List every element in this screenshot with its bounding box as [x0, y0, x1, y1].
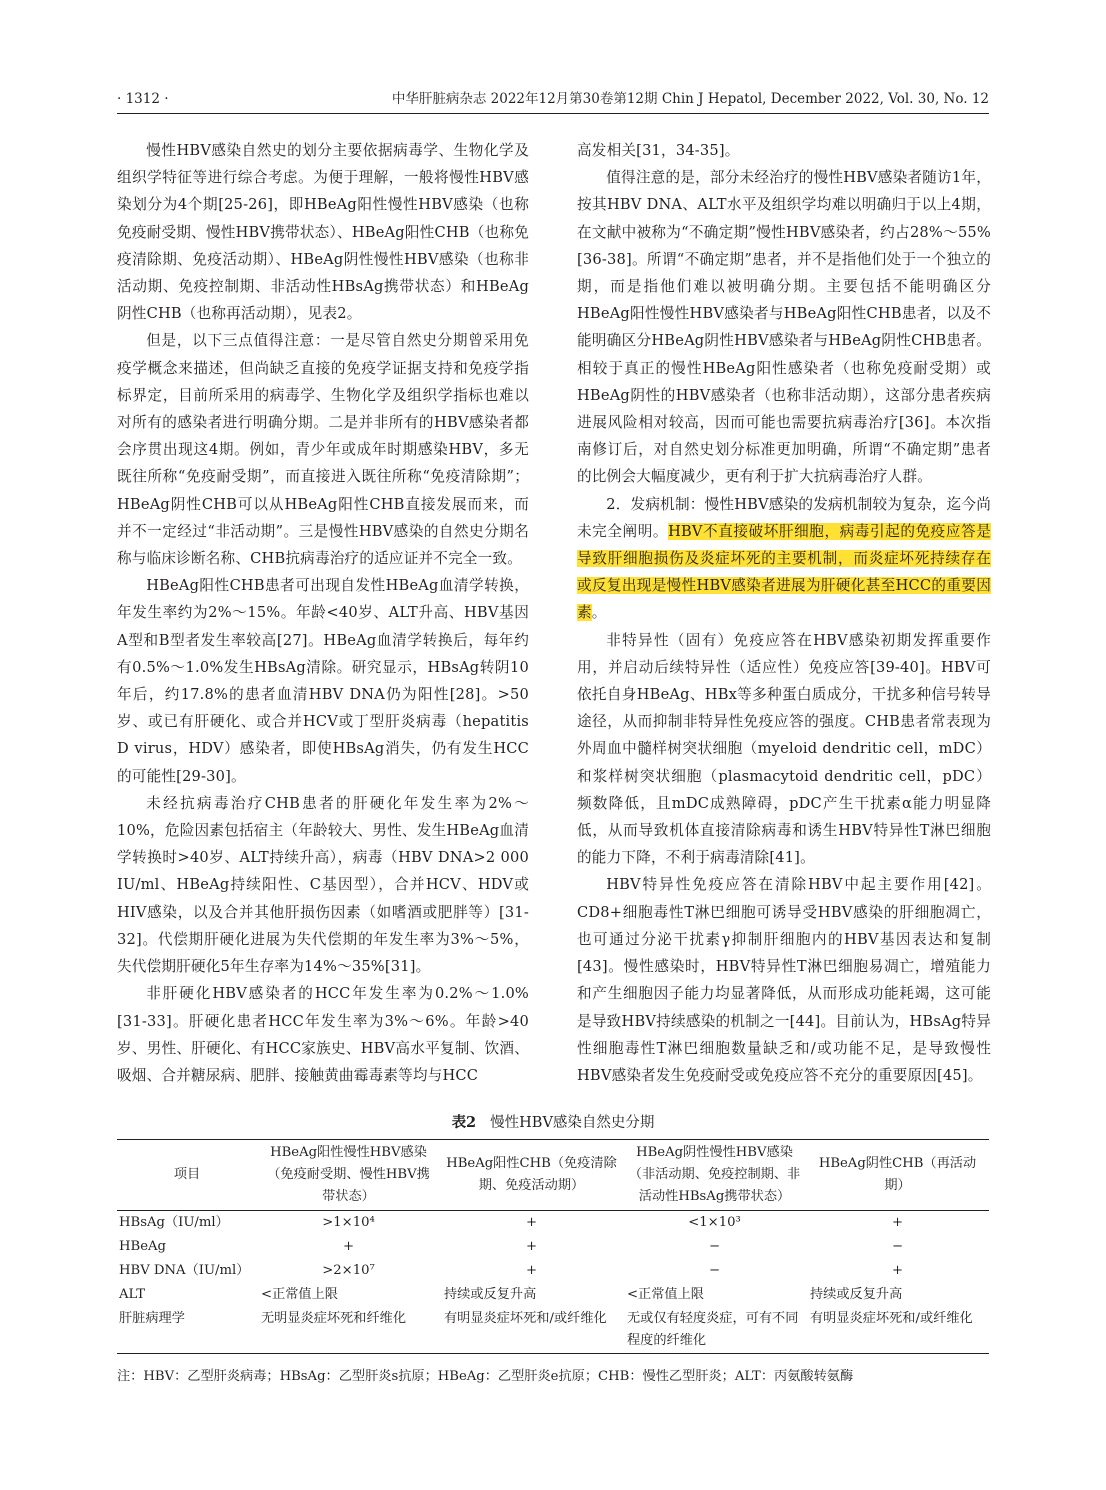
- paragraph: HBeAg阳性CHB患者可出现自发性HBeAg血清学转换，年发生率约为2%～15%。年龄<40岁、ALT升高、HBV基因A型和B型者发生率较高[27]。HBeAg血清学转换后，每年约有0.5%～1.0%发生HBsAg清除。研究显示，HBsAg转阴10年后，约17.8%的患者血清HBV DNA仍为阳性[28]。>50岁、或已有肝硬化、或合并HCV或丁型肝炎病毒（hepatitis D virus，HDV）感染者，即使HBsAg消失，仍有发生HCC的可能性[29-30]。: [117, 577, 529, 785]
- paragraph-pathogenesis: [577, 491, 991, 627]
- table-cell: +: [891, 1263, 904, 1278]
- paragraph-text: 2．发病机制：慢性HBV感染的发病机制较为复杂，迄今尚未完全阐明。: [577, 495, 991, 540]
- table-cell: 无明显炎症坏死和纤维化: [261, 1311, 407, 1326]
- table-cell: ALT: [119, 1287, 146, 1302]
- table-cell: −: [891, 1239, 904, 1254]
- table-note: 注：HBV：乙型肝炎病毒；HBsAg：乙型肝炎s抗原；HBeAg：乙型肝炎e抗原；CHB：慢性乙型肝炎；ALT：丙氨酸转氨酶: [117, 1369, 854, 1384]
- paragraph: 非特异性（固有）免疫应答在HBV感染初期发挥重要作用，并启动后续特异性（适应性）免疫应答[39-40]。HBV可依托自身HBeAg、HBx等多种蛋白质成分，干扰多种信号转导途径，从而抑制非特异性免疫应答的强度。CHB患者常表现为外周血中髓样树突状细胞（myeloid dendritic cell，mDC）和浆样树突状细胞（plasmacytoid dendritic cell，pDC）频数降低，且mDC成熟障碍，pDC产生干扰素α能力明显降低，从而导致机体直接清除病毒和诱生HBV特异性T淋巴细胞的能力下降，不利于病毒清除[41]。: [577, 631, 991, 867]
- table-cell: >2×10⁷: [322, 1263, 375, 1278]
- table-row: [117, 1211, 989, 1236]
- table-row: [117, 1259, 989, 1283]
- table-cell: +: [525, 1263, 538, 1278]
- table-cell: HBV DNA（IU/ml）: [119, 1263, 250, 1278]
- paragraph: 非肝硬化HBV感染者的HCC年发生率为0.2%～1.0%[31-33]。肝硬化患者HCC年发生率为3%～6%。年龄>40岁、男性、肝硬化、有HCC家族史、HBV高水平复制、饮酒、吸烟、合并糖尿病、肥胖、接触黄曲霉毒素等均与HCC: [117, 985, 529, 1084]
- header-rule: [117, 113, 989, 114]
- table-cell: <正常值上限: [261, 1287, 338, 1302]
- table-row: [117, 1283, 989, 1307]
- table-header-cell: 项目: [173, 1167, 201, 1182]
- table-header-cell: HBeAg阳性CHB（免疫清除期、免疫活动期）: [446, 1156, 617, 1193]
- page-number: · 1312 ·: [117, 91, 169, 107]
- journal-citation: 中华肝脏病杂志 2022年12月第30卷第12期 Chin J Hepatol, December 2022, Vol. 30, No. 12: [391, 91, 989, 107]
- highlighted-text: HBV不直接破坏肝细胞，病毒引起的免疫应答是导致肝细胞损伤及炎症坏死的主要机制，而炎症坏死持续存在或反复出现是慢性HBV感染者进展为肝硬化甚至HCC的重要因素: [577, 522, 991, 622]
- paragraph: HBV特异性免疫应答在清除HBV中起主要作用[42]。CD8+细胞毒性T淋巴细胞可诱导受HBV感染的肝细胞凋亡，也可通过分泌干扰素γ抑制肝细胞内的HBV基因表达和复制[43]。慢性感染时，HBV特异性T淋巴细胞易凋亡，增殖能力和产生细胞因子能力均显著降低，从而形成功能耗竭，这可能是导致HBV持续感染的机制之一[44]。目前认为，HBsAg特异性细胞毒性T淋巴细胞数量缺乏和/或功能不足，是导致慢性HBV感染者发生免疫耐受或免疫应答不充分的重要原因[45]。: [577, 876, 991, 1084]
- table-cell: +: [342, 1239, 355, 1254]
- table-cell: 无或仅有轻度炎症，可有不同程度的纤维化: [627, 1311, 799, 1348]
- table-cell: 持续或反复升高: [444, 1287, 537, 1302]
- table-cell: −: [708, 1263, 721, 1278]
- table-cell: −: [708, 1239, 721, 1254]
- table-row: [117, 1235, 989, 1259]
- table-cell: HBeAg: [119, 1239, 166, 1254]
- paragraph: 值得注意的是，部分未经治疗的慢性HBV感染者随访1年，按其HBV DNA、ALT水平及组织学均难以明确归于以上4期，在文献中被称为“不确定期”慢性HBV感染者，约占28%～55%[36-38]。所谓“不确定期”患者，并不是指他们处于一个独立的期，而是指他们难以被明确分期。主要包括不能明确区分HBeAg阳性慢性HBV感染者与HBeAg阳性CHB患者，以及不能明确区分HBeAg阴性HBV感染者与HBeAg阴性CHB患者。相较于真正的慢性HBeAg阳性感染者（也称免疫耐受期）或HBeAg阴性的HBV感染者（也称非活动期），这部分患者疾病进展风险相对较高，因而可能也需要抗病毒治疗[36]。本次指南修订后，对自然史划分标准更加明确，所谓“不确定期”患者的比例会大幅度减少，更有利于扩大抗病毒治疗人群。: [577, 169, 991, 486]
- table-cell: 肝脏病理学: [119, 1311, 185, 1326]
- table-cell: HBsAg（IU/ml）: [119, 1215, 229, 1230]
- left-column: [117, 137, 529, 1089]
- table-header-row: [117, 1140, 989, 1211]
- table-title: 慢性HBV感染自然史分期: [490, 1115, 655, 1131]
- table-cell: +: [891, 1215, 904, 1230]
- paragraph: 未经抗病毒治疗CHB患者的肝硬化年发生率为2%～10%，危险因素包括宿主（年龄较大、男性、发生HBeAg血清学转换时>40岁、ALT持续升高），病毒（HBV DNA>2 000 IU/ml、HBeAg持续阳性、C基因型），合并HCV、HDV或HIV感染，以及合并其他肝损伤因素（如嗜酒或肥胖等）[31-32]。代偿期肝硬化进展为失代偿期的年发生率为3%～5%，失代偿期肝硬化5年生存率为14%～35%[31]。: [117, 794, 529, 976]
- table-row: [117, 1307, 989, 1354]
- table-cell: <正常值上限: [627, 1287, 704, 1302]
- paragraph-text: 。: [591, 604, 607, 622]
- table-cell: +: [525, 1215, 538, 1230]
- page-header: [117, 86, 989, 112]
- table-cell: 有明显炎症坏死和/或纤维化: [810, 1311, 973, 1326]
- table-cell: +: [525, 1239, 538, 1254]
- table-cell: >1×10⁴: [322, 1215, 375, 1230]
- table-cell: 有明显炎症坏死和/或纤维化: [444, 1311, 607, 1326]
- table-label: 表2: [451, 1114, 477, 1131]
- paragraph: 但是，以下三点值得注意：一是尽管自然史分期曾采用免疫学概念来描述，但尚缺乏直接的免疫学证据支持和免疫学指标界定，目前所采用的病毒学、生物化学及组织学指标也难以对所有的感染者进行明确分期。二是并非所有的HBV感染者都会序贯出现这4期。例如，青少年或成年时期感染HBV，多无既往所称“免疫耐受期”，而直接进入既往所称“免疫清除期”；HBeAg阴性CHB可以从HBeAg阳性CHB直接发展而来，而并不一定经过“非活动期”。三是慢性HBV感染的自然史分期名称与临床诊断名称、CHB抗病毒治疗的适应证并不完全一致。: [117, 332, 529, 568]
- table-header-cell: HBeAg阴性慢性HBV感染（非活动期、免疫控制期、非活动性HBsAg携带状态）: [628, 1145, 801, 1204]
- paragraph-continuation: 高发相关[31，34-35]。: [577, 142, 740, 159]
- right-column: [577, 137, 991, 1089]
- paragraph: 慢性HBV感染自然史的划分主要依据病毒学、生物化学及组织学特征等进行综合考虑。为便于理解，一般将慢性HBV感染划分为4个期[25-26]，即HBeAg阳性慢性HBV感染（也称免疫耐受期、慢性HBV携带状态）、HBeAg阳性CHB（也称免疫清除期、免疫活动期）、HBeAg阴性慢性HBV感染（也称非活动期、免疫控制期、非活动性HBsAg携带状态）和HBeAg阴性CHB（也称再活动期），见表2。: [117, 142, 529, 323]
- natural-history-table: [117, 1139, 989, 1354]
- table-cell: <1×10³: [688, 1215, 741, 1230]
- table-caption: [0, 1112, 1106, 1134]
- table-header-cell: HBeAg阳性慢性HBV感染（免疫耐受期、慢性HBV携带状态）: [267, 1145, 430, 1204]
- table-header-cell: HBeAg阴性CHB（再活动期）: [818, 1156, 977, 1193]
- table-cell: 持续或反复升高: [810, 1287, 903, 1302]
